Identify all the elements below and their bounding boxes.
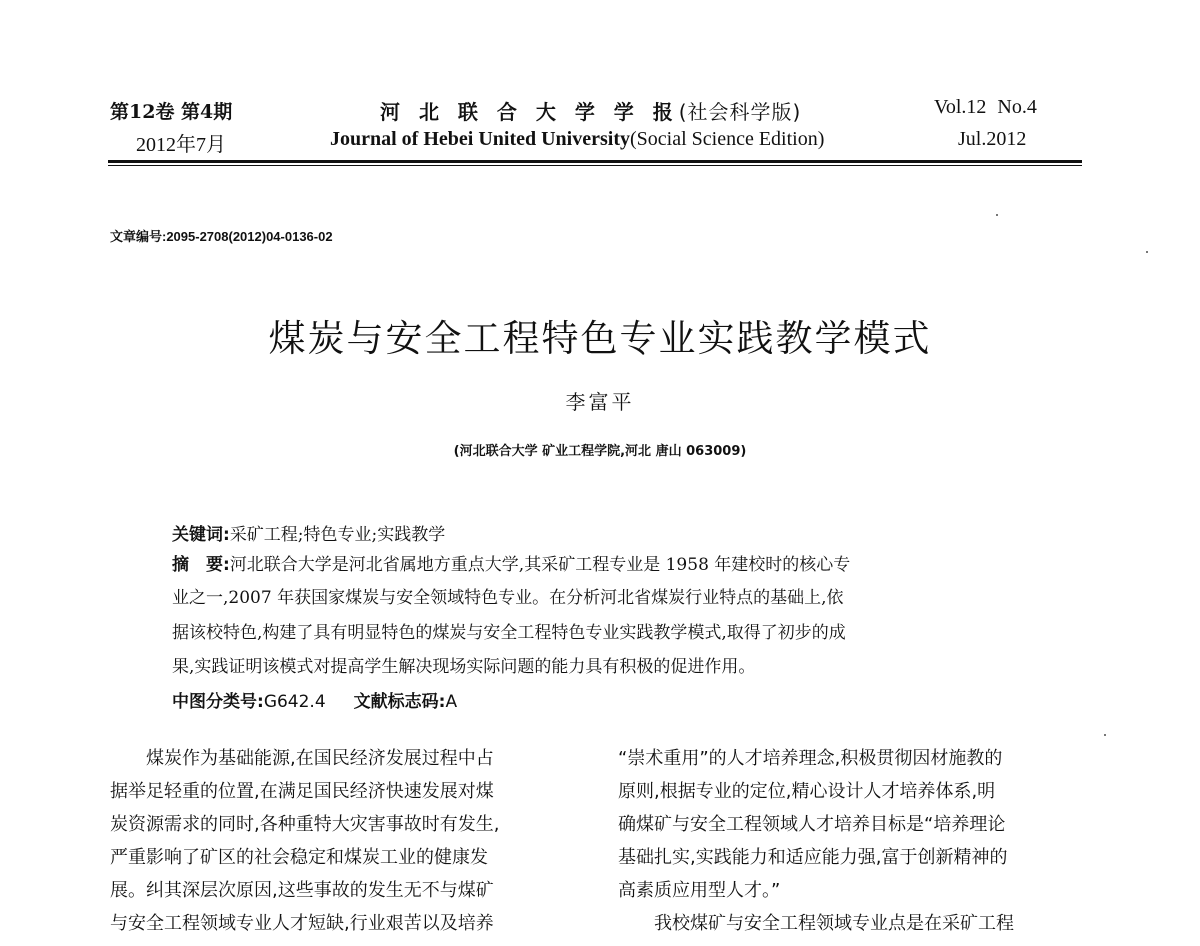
article-number: 文章编号:2095-2708(2012)04-0136-02 <box>110 229 333 244</box>
body-left-line: 煤炭作为基础能源,在国民经济发展过程中占 <box>110 748 494 769</box>
header-rule-thin <box>108 165 1082 166</box>
paper-title: 煤炭与安全工程特色专业实践教学模式 <box>268 317 932 360</box>
journal-name-cn <box>380 96 801 125</box>
body-left-line: 严重影响了矿区的社会稳定和煤炭工业的健康发 <box>110 847 488 868</box>
volume-issue-cn: 第12卷 第4期 <box>110 101 233 123</box>
keywords-text: 采矿工程;特色专业;实践教学 <box>229 525 446 545</box>
journal-edition-cn: (社会科学版) <box>678 100 802 124</box>
scan-speck <box>996 214 998 216</box>
journal-name-en <box>330 128 824 151</box>
body-right-line: 高素质应用型人才。” <box>618 880 781 901</box>
journal-name-en-main: Journal of Hebei United University <box>330 128 630 150</box>
body-right-line: 原则,根据专业的定位,精心设计人才培养体系,明 <box>618 781 996 802</box>
doc-code-label: 文献标志码: <box>353 692 446 712</box>
clc-label: 中图分类号: <box>172 692 264 712</box>
clc-value: G642.4 <box>263 692 326 712</box>
abstract-text: 河北联合大学是河北省属地方重点大学,其采矿工程专业是 1958 年建校时的核心专 <box>229 555 851 575</box>
keywords <box>172 521 445 549</box>
abstract-line: 据该校特色,构建了具有明显特色的煤炭与安全工程特色专业实践教学模式,取得了初步的成 <box>172 623 846 643</box>
body-left-line: 据举足轻重的位置,在满足国民经济快速发展对煤 <box>110 781 494 802</box>
author-affiliation: (河北联合大学 矿业工程学院,河北 唐山 063009) <box>453 444 747 459</box>
date-cn: 2012年7月 <box>136 134 226 156</box>
journal-edition-en: (Social Science Edition) <box>630 128 825 150</box>
body-left-line: 炭资源需求的同时,各种重特大灾害事故时有发生, <box>110 814 500 835</box>
abstract-line <box>172 551 850 579</box>
body-left-line: 展。纠其深层次原因,这些事故的发生无不与煤矿 <box>110 880 494 901</box>
scan-speck <box>1146 251 1148 253</box>
abstract-line: 业之一,2007 年获国家煤炭与安全领域特色专业。在分析河北省煤炭行业特点的基础上,依 <box>172 588 844 608</box>
body-right-line: 我校煤矿与安全工程领域专业点是在采矿工程 <box>618 913 1014 934</box>
abstract-line: 果,实践证明该模式对提高学生解决现场实际问题的能力具有积极的促进作用。 <box>172 657 756 677</box>
body-right-line: 确煤矿与安全工程领域人才培养目标是“培养理论 <box>618 814 1006 835</box>
keywords-label: 关键词: <box>172 525 230 545</box>
author-name: 李富平 <box>565 390 635 414</box>
classification-line <box>172 687 457 712</box>
date-en: Jul.2012 <box>958 128 1027 150</box>
body-right-line: “崇术重用”的人才培养理念,积极贯彻因材施教的 <box>618 748 1003 769</box>
journal-name-cn-main: 河 北 联 合 大 学 学 报 <box>380 100 679 124</box>
scan-speck <box>1104 734 1106 736</box>
header-rule-thick <box>108 160 1082 163</box>
abstract-label: 摘 要: <box>172 555 230 575</box>
volume-issue-en: Vol.12 No.4 <box>934 96 1037 118</box>
body-right-line: 基础扎实,实践能力和适应能力强,富于创新精神的 <box>618 847 1008 868</box>
doc-code-value: A <box>445 692 458 712</box>
body-left-line: 与安全工程领域专业人才短缺,行业艰苦以及培养 <box>110 913 494 934</box>
